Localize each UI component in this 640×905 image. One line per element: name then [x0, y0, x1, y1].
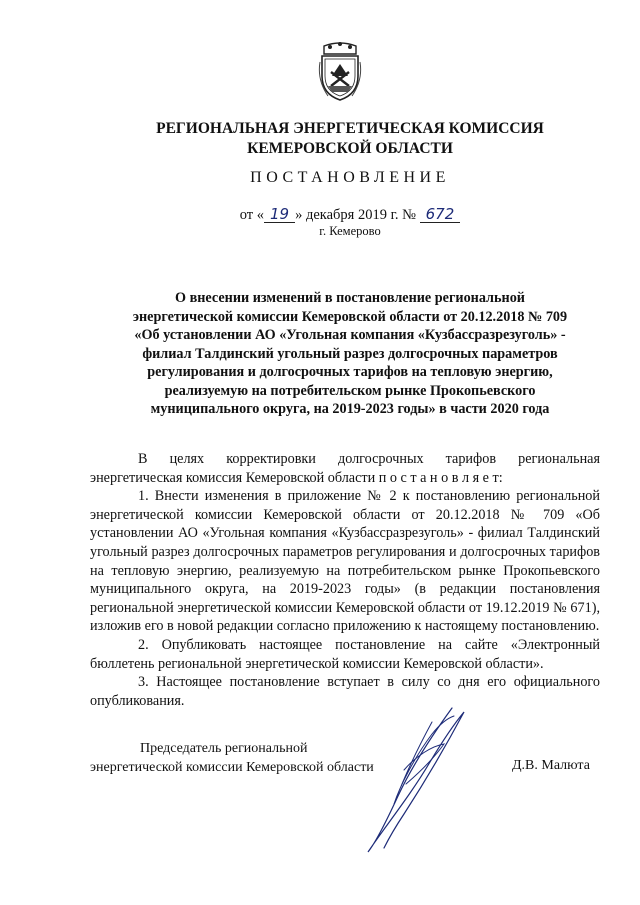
title-line: «Об установлении АО «Угольная компания «Кузбассразрезуголь» -	[134, 327, 566, 343]
title-line: энергетической комиссии Кемеровской области от 20.12.2018 № 709	[132, 308, 568, 325]
city: г. Кемерово	[319, 224, 381, 238]
date-prefix: от «	[239, 207, 264, 223]
title-line: реализуемую на потребительском рынке Прокопьевского	[164, 382, 536, 399]
item-3-paragraph: 3. Настоящее постановление вступает в силу со дня его официального опубликования.	[90, 674, 600, 709]
org-line-2: КЕМЕРОВСКОЙ ОБЛАСТИ	[247, 140, 453, 157]
document-number: 672	[420, 206, 461, 223]
date-day: 19	[264, 206, 295, 223]
document-type: ПОСТАНОВЛЕНИЕ	[250, 169, 450, 186]
document-title	[100, 289, 600, 419]
item-2-paragraph: 2. Опубликовать настоящее постановление на сайте «Электронный бюллетень региональной энергетической комиссии Кемеровской области».	[90, 636, 600, 672]
coat-of-arms-icon	[318, 40, 362, 102]
title-line: О внесении изменений в постановление региональной	[175, 290, 525, 306]
signatory-position	[90, 740, 374, 777]
title-line: муниципального округа, на 2019-2023 годы» в части 2020 года	[150, 401, 550, 417]
title-line: регулирования и долгосрочных тарифов на тепловую энергию,	[147, 364, 553, 380]
position-line-2: энергетической комиссии Кемеровской области	[90, 759, 374, 775]
item-1-paragraph: 1. Внести изменения в приложение № 2 к постановлению региональной энергетической комиссии Кемеровской области от 20.12.2018 № 709 «Об установлении АО «Угольная компания «Кузбассразрезуголь» - филиал Талдинский угольный разрез долгосрочных параметров регулирования и долгосрочных тарифов на тепловую энергию, реализуемую на потребительском рынке Прокопьевского муниципального округа, на 2019-2023 годы» (в редакции постановления региональной энергетической комиссии Кемеровской области от 19.12.2019 № 671), изложив его в новой редакции согласно приложению к настоящему постановлению.	[90, 488, 600, 635]
document-body	[90, 450, 600, 710]
organization-name	[90, 119, 610, 159]
org-line-1: РЕГИОНАЛЬНАЯ ЭНЕРГЕТИЧЕСКАЯ КОМИССИЯ	[156, 120, 544, 137]
title-line: филиал Талдинский угольный разрез долгосрочных параметров	[142, 345, 558, 362]
preamble-paragraph: В целях корректировки долгосрочных тарифов региональная энергетическая комиссия Кемеровской области п о с т а н о в л я е т:	[90, 451, 600, 486]
signatory-name: Д.В. Малюта	[512, 758, 590, 773]
document-date-line	[90, 206, 610, 224]
handwritten-signature	[340, 700, 490, 860]
date-middle: » декабря 2019 г. №	[295, 207, 416, 223]
position-line-1: Председатель региональной	[140, 741, 308, 756]
